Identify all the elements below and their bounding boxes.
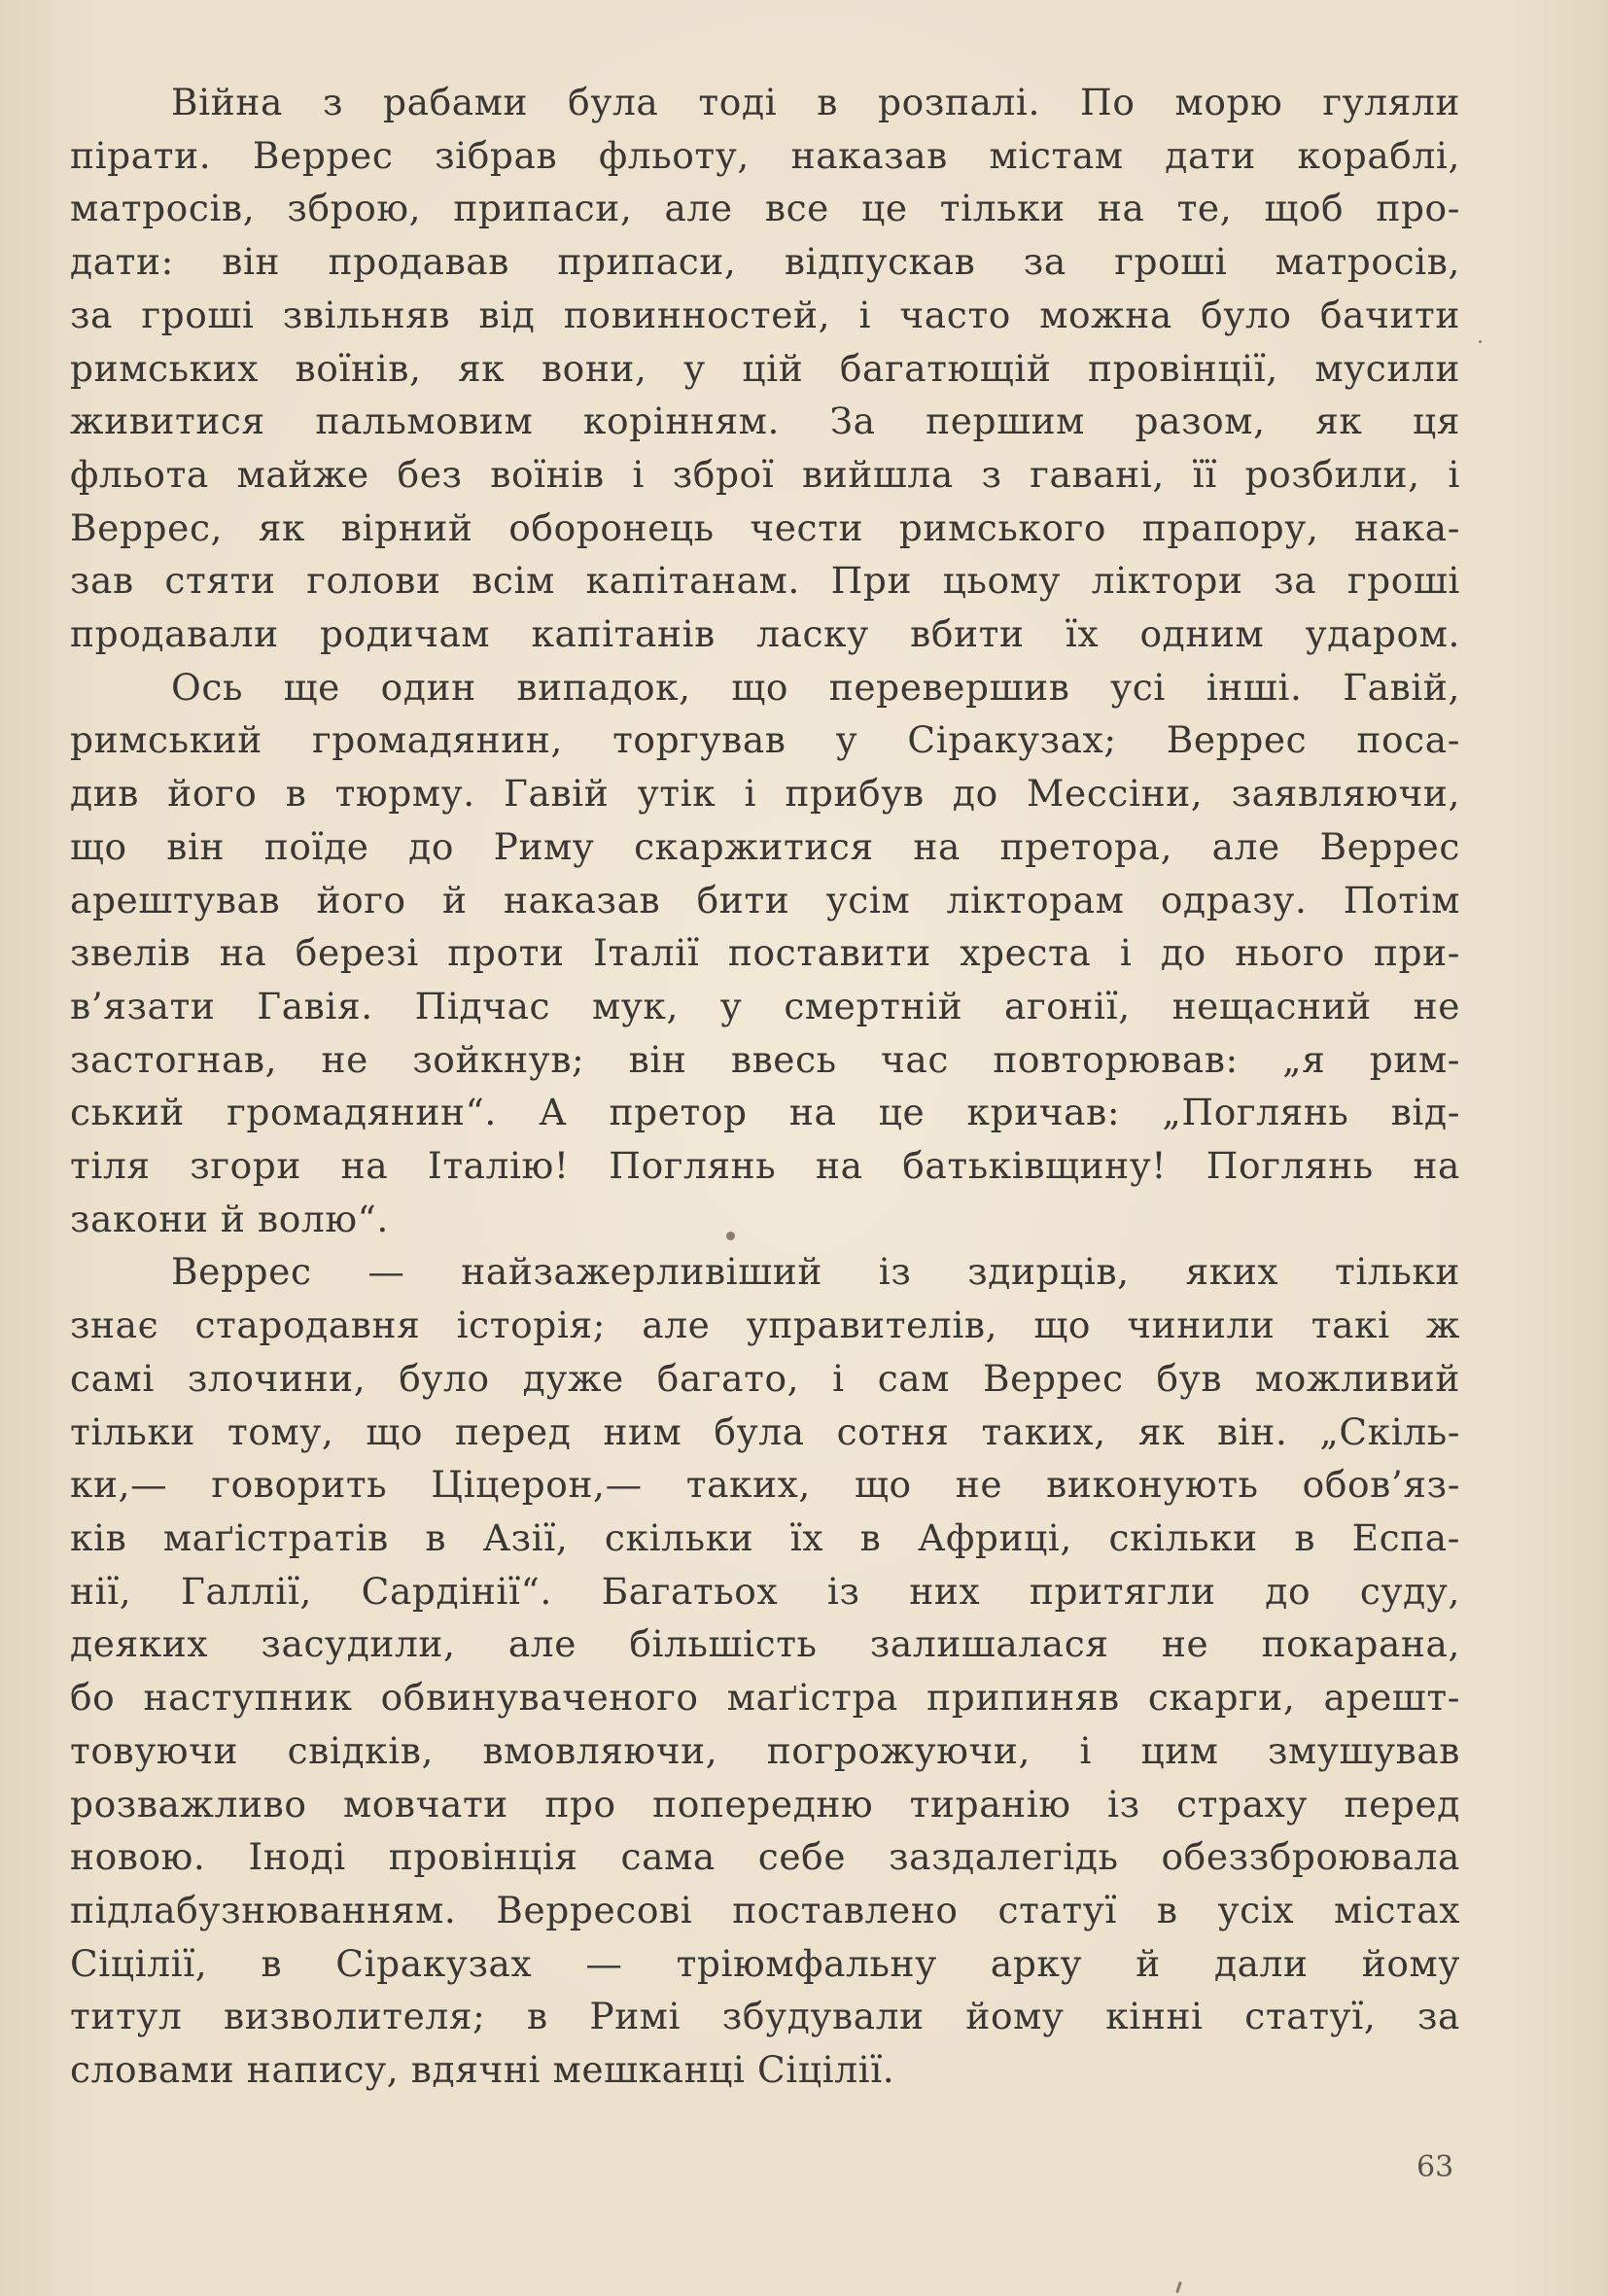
text-line: Війна з рабами була тоді в розпалі. По морю гуляли <box>171 81 1460 123</box>
text-line: звелів на березі проти Італії поставити хреста і до нього при- <box>70 931 1460 975</box>
text-line: див його в тюрму. Гавій утік і прибув до Мессіни, заявляючи, <box>70 772 1460 816</box>
text-line: ський громадянин“. А претор на це кричав: „Поглянь від- <box>70 1091 1460 1134</box>
text-line: арештував його й наказав бити усім лікторам одразу. Потім <box>70 878 1460 922</box>
text-line: застогнав, не зойкнув; він ввесь час повторював: „я рим- <box>70 1037 1460 1081</box>
text-line: Ось ще один випадок, що перевершив усі інші. Гавій, <box>171 665 1460 709</box>
text-line: за гроші звільняв від повинностей, і часто можна було бачити <box>70 293 1460 336</box>
text-line: зав стяти голови всім капітанам. При цьому ліктори за гроші <box>70 559 1460 603</box>
paragraph-2 <box>70 661 1460 1246</box>
text-line: Веррес, як вірний оборонець чести римського прапору, нака- <box>70 505 1460 549</box>
text-line: що він поїде до Риму скаржитися на претора, але Веррес <box>70 824 1460 868</box>
text-line: самі злочини, було дуже багато, і сам Веррес був можливий <box>70 1356 1460 1400</box>
body-text <box>70 76 1460 2097</box>
text-line: знає стародавня історія; але управителів, що чинили такі ж <box>70 1304 1460 1347</box>
text-line: розважливо мовчати про попередню тиранію із страху перед <box>70 1782 1460 1826</box>
text-line: живитися пальмовим корінням. За першим разом, як ця <box>70 400 1460 443</box>
text-line: закони й волю“. <box>70 1197 389 1240</box>
text-line: тільки тому, що перед ним була сотня таких, як він. „Скіль- <box>70 1409 1460 1453</box>
text-line: пірати. Веррес зібрав фльоту, наказав містам дати кораблі, <box>70 133 1460 177</box>
text-line: словами напису, вдячні мешканці Сіцілії. <box>70 2048 895 2092</box>
text-line: продавали родичам капітанів ласку вбити їх одним ударом. <box>70 612 1460 656</box>
text-line: титул визволителя; в Римі збудували йому кінні статуї, за <box>70 1995 1460 2038</box>
text-line: ків маґістратів в Азії, скільки їх в Африці, скільки в Еспа- <box>70 1515 1460 1559</box>
paragraph-3 <box>70 1245 1460 2096</box>
paper-speck <box>1175 2281 1182 2293</box>
text-line: в’язати Гавія. Підчас мук, у смертній агонії, нещасний не <box>70 984 1460 1027</box>
paper-speck <box>726 1232 735 1240</box>
text-line: римських воїнів, як вони, у цій багатющій провінції, мусили <box>70 346 1460 390</box>
text-line: підлабузнюванням. Верресові поставлено статуї в усіх містах <box>70 1888 1460 1931</box>
text-line: нії, Галлії, Сардінії“. Багатьох із них притягли до суду, <box>70 1569 1460 1613</box>
text-line: товуючи свідків, вмовляючи, погрожуючи, і цим змушував <box>70 1728 1460 1772</box>
text-line: Сіцілії, в Сіракузах — тріюмфальну арку й дали йому <box>70 1941 1460 1985</box>
text-line: новою. Іноді провінція сама себе заздалегідь обеззброювала <box>70 1835 1460 1879</box>
text-line: дати: він продавав припаси, відпускав за гроші матросів, <box>70 240 1460 284</box>
page-number: 63 <box>1416 2150 1454 2184</box>
text-line: римський громадянин, торгував у Сіракузах; Веррес поса- <box>70 718 1460 762</box>
text-line: матросів, зброю, припаси, але все це тільки на те, щоб про- <box>70 187 1460 230</box>
text-line: фльота майже без воїнів і зброї вийшла з гавані, її розбили, і <box>70 452 1460 496</box>
text-line: бо наступник обвинуваченого маґістра припиняв скарги, арешт- <box>70 1676 1460 1720</box>
text-line: деяких засудили, але більшість залишалася не покарана, <box>70 1622 1460 1666</box>
text-line: ки,— говорить Ціцерон,— таких, що не виконують обов’яз- <box>70 1463 1460 1507</box>
paper-speck <box>1479 340 1482 343</box>
text-line: Веррес — найзажерливіший із здирців, яких тільки <box>171 1250 1460 1294</box>
text-line: тіля згори на Італію! Поглянь на батьківщину! Поглянь на <box>70 1144 1460 1188</box>
paragraph-1 <box>70 76 1460 661</box>
